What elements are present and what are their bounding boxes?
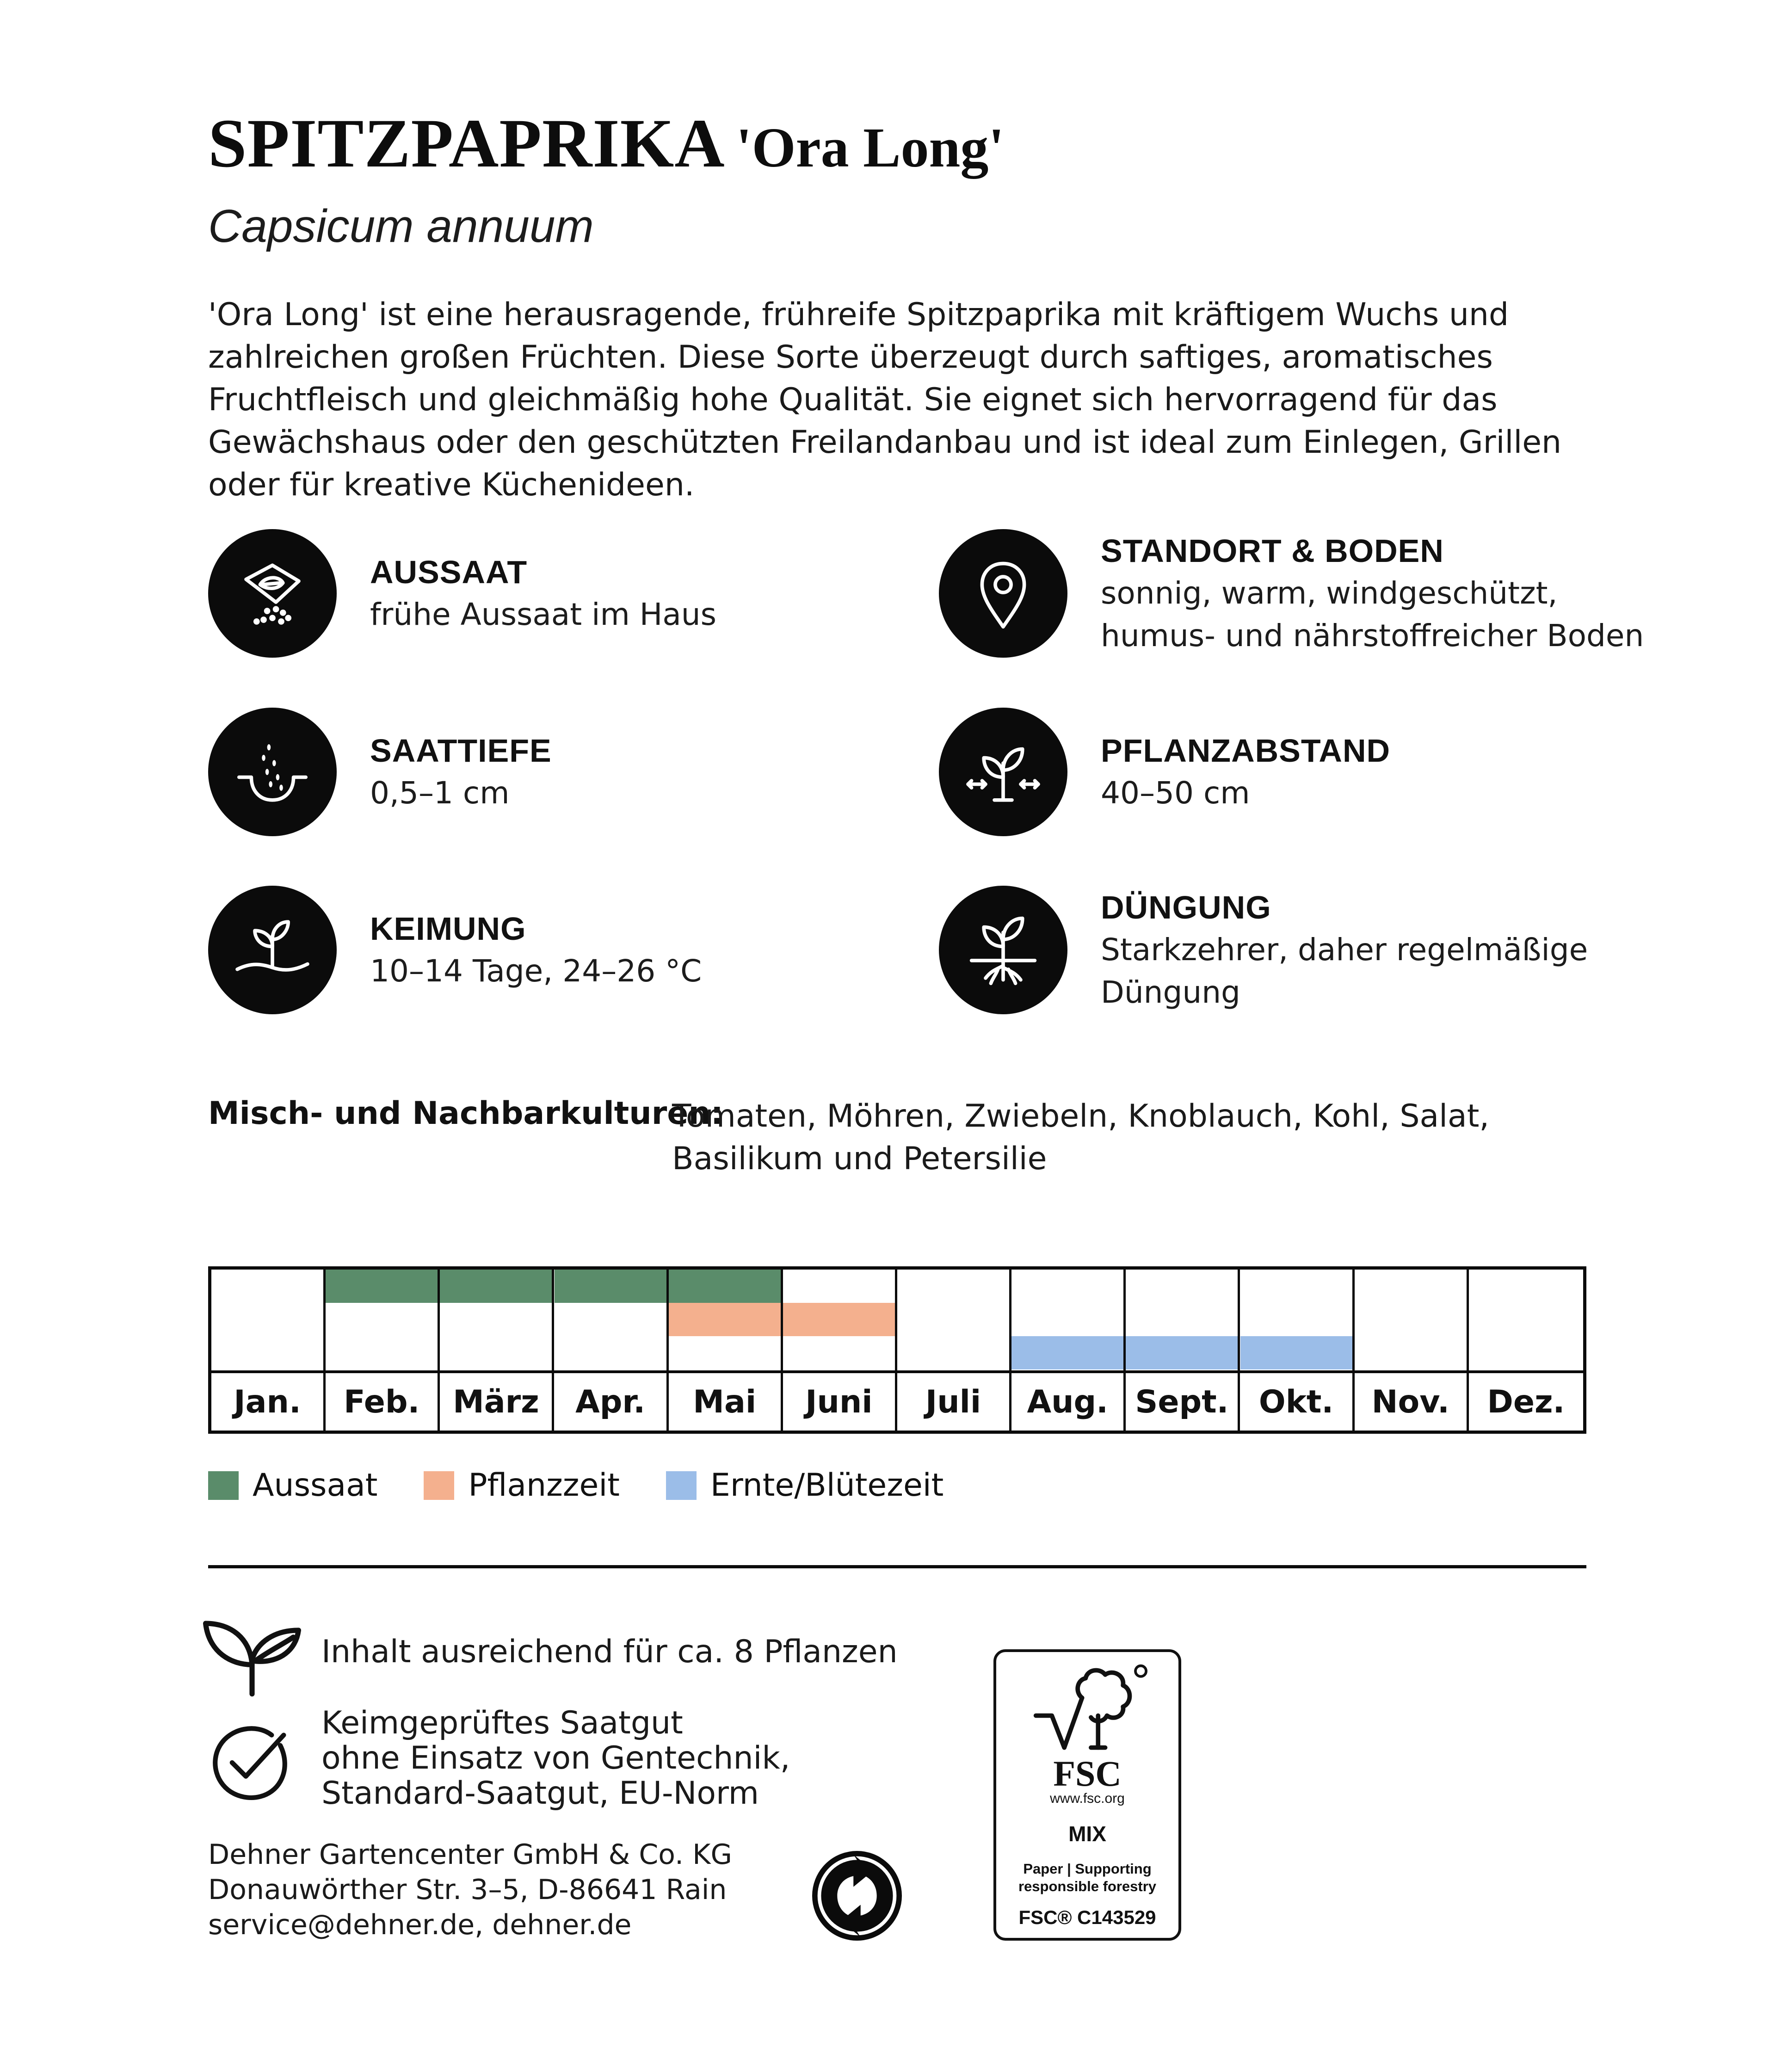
calendar-bar-pflanzzeit — [669, 1303, 781, 1336]
calendar-bar-aussaat — [326, 1270, 438, 1303]
company-contact: service@dehner.de, dehner.de — [208, 1909, 632, 1941]
legend-pflanzzeit — [424, 1467, 619, 1504]
info-pflanzabstand — [939, 708, 1390, 836]
calendar-month-9 — [1126, 1270, 1240, 1431]
calendar-month-label: Okt. — [1258, 1383, 1334, 1420]
product-variety: 'Ora Long' — [736, 117, 1005, 179]
calendar-month-label: Feb. — [344, 1383, 420, 1420]
fsc-code: FSC® C143529 — [1018, 1906, 1156, 1928]
fsc-name: FSC — [1053, 1753, 1122, 1794]
calendar-month-2 — [326, 1270, 440, 1431]
legend-label-ernte: Ernte/Blütezeit — [710, 1467, 944, 1504]
calendar-bar-pflanzzeit — [783, 1303, 895, 1336]
calendar-month-label: Nov. — [1371, 1383, 1449, 1420]
fsc-paper-line-1: Paper | Supporting — [1023, 1861, 1152, 1877]
calendar-month-11 — [1355, 1270, 1469, 1431]
product-description: 'Ora Long' ist eine herausragende, frühreife Spitzpaprika mit kräftigem Wuchs und zahlreichen großen Früchten. Diese Sorte überzeugt durch saftiges, aromatisches Fruchtfleisch und gleichmäßig hohe Qualität. Sie eignet sich hervorragend für das Gewächshaus oder den geschützten Freilandanbau und ist ideal zum Einlegen, Grillen oder für kreative Küchenideen. — [208, 296, 1562, 503]
fsc-tree-icon — [1027, 1662, 1152, 1755]
standort-line1: sonnig, warm, windgeschützt, — [1101, 575, 1558, 611]
fsc-url: www.fsc.org — [1050, 1791, 1125, 1806]
calendar-month-7 — [897, 1270, 1011, 1431]
legend-swatch-aussaat — [208, 1471, 239, 1500]
planting-calendar — [208, 1266, 1586, 1434]
calendar-month-label: Apr. — [575, 1383, 646, 1420]
quality-line-1: Keimgeprüftes Saatgut — [321, 1705, 683, 1741]
legend-label-aussaat: Aussaat — [253, 1467, 378, 1504]
info-aussaat — [208, 529, 716, 658]
info-saattiefe — [208, 708, 552, 836]
calendar-month-label: Sept. — [1135, 1383, 1229, 1420]
keimung-heading: KEIMUNG — [370, 911, 526, 947]
pflanzabstand-heading: PFLANZABSTAND — [1101, 733, 1391, 769]
calendar-legend — [208, 1467, 990, 1504]
location-pin-icon — [939, 529, 1067, 658]
calendar-month-8 — [1011, 1270, 1126, 1431]
latin-name: Capsicum annuum — [208, 200, 594, 252]
legend-ernte — [666, 1467, 944, 1504]
calendar-month-4 — [555, 1270, 669, 1431]
legend-aussaat — [208, 1467, 377, 1504]
fsc-paper — [996, 1860, 1178, 1895]
seedling-icon — [200, 1611, 304, 1697]
duengung-heading: DÜNGUNG — [1101, 889, 1271, 925]
calendar-bar-ernte — [1126, 1336, 1238, 1369]
calendar-month-3 — [440, 1270, 554, 1431]
aussaat-heading: AUSSAAT — [370, 554, 528, 590]
calendar-bar-ernte — [1240, 1336, 1352, 1369]
aussaat-text: frühe Aussaat im Haus — [370, 597, 717, 632]
divider — [208, 1565, 1586, 1568]
legend-label-pflanzzeit: Pflanzzeit — [468, 1467, 620, 1504]
calendar-month-label: März — [453, 1383, 539, 1420]
company-address — [208, 1837, 732, 1942]
quality-line-2: ohne Einsatz von Gentechnik, — [321, 1740, 790, 1776]
check-circle-icon — [206, 1720, 292, 1806]
calendar-month-label: Jan. — [234, 1383, 301, 1420]
legend-swatch-pflanzzeit — [424, 1471, 454, 1500]
product-name: SPITZPAPRIKA — [208, 105, 725, 182]
product-title — [208, 105, 1005, 182]
seed-depth-icon — [208, 708, 337, 836]
calendar-month-10 — [1240, 1270, 1355, 1431]
company-street: Donauwörther Str. 3–5, D-86641 Rain — [208, 1874, 727, 1906]
legend-swatch-ernte — [666, 1471, 697, 1500]
calendar-month-12 — [1469, 1270, 1583, 1431]
calendar-month-label: Mai — [693, 1383, 757, 1420]
fsc-label — [993, 1649, 1181, 1941]
info-duengung — [939, 886, 1588, 1014]
content-amount: Inhalt ausreichend für ca. 8 Pflanzen — [321, 1634, 898, 1670]
calendar-bar-aussaat — [669, 1270, 781, 1303]
keimung-text: 10–14 Tage, 24–26 °C — [370, 953, 702, 989]
companion-label: Misch- und Nachbarkulturen: — [208, 1095, 723, 1132]
companion-value: Tomaten, Möhren, Zwiebeln, Knoblauch, Kohl, Salat, Basilikum und Petersilie — [672, 1098, 1490, 1177]
calendar-month-1 — [211, 1270, 326, 1431]
info-standort — [939, 529, 1644, 658]
standort-line2: humus- und nährstoffreicher Boden — [1101, 618, 1644, 654]
pflanzabstand-text: 40–50 cm — [1101, 775, 1250, 811]
fsc-paper-line-2: responsible forestry — [1018, 1878, 1157, 1894]
saattiefe-heading: SAATTIEFE — [370, 733, 552, 769]
green-dot-icon — [812, 1851, 902, 1941]
plant-roots-icon — [939, 886, 1067, 1014]
calendar-month-label: Juli — [925, 1383, 981, 1420]
saattiefe-text: 0,5–1 cm — [370, 775, 510, 811]
duengung-line1: Starkzehrer, daher regelmäßige — [1101, 932, 1588, 968]
sprout-icon — [208, 886, 337, 1014]
quality-line-3: Standard-Saatgut, EU-Norm — [321, 1775, 759, 1812]
info-keimung — [208, 886, 702, 1014]
company-name: Dehner Gartencenter GmbH & Co. KG — [208, 1838, 732, 1871]
calendar-month-label: Aug. — [1027, 1383, 1108, 1420]
duengung-line2: Düngung — [1101, 974, 1240, 1010]
calendar-bar-aussaat — [440, 1270, 552, 1303]
calendar-month-label: Juni — [805, 1383, 873, 1420]
calendar-month-6 — [783, 1270, 897, 1431]
seed-packet-icon — [208, 529, 337, 658]
calendar-bar-ernte — [1011, 1336, 1123, 1369]
fsc-mix: MIX — [1068, 1822, 1106, 1846]
standort-heading: STANDORT & BODEN — [1101, 533, 1444, 569]
plant-spacing-icon — [939, 708, 1067, 836]
calendar-month-label: Dez. — [1487, 1383, 1565, 1420]
calendar-bar-aussaat — [555, 1270, 666, 1303]
calendar-month-5 — [669, 1270, 783, 1431]
